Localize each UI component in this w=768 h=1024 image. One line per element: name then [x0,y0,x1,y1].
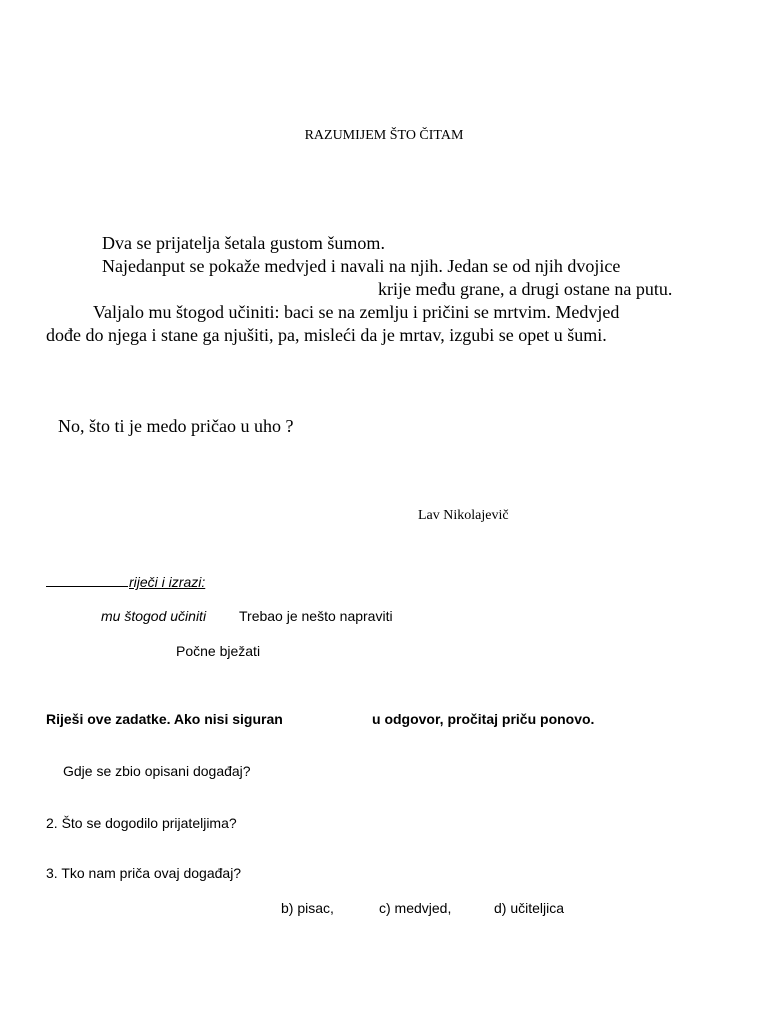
story-line: Najedanput se pokaže medvjed i navali na njih. Jedan se od njih dvojice [102,256,621,276]
story-line: krije među grane, a drugi ostane na putu. [378,279,673,299]
vocabulary-heading-text: riječi i izrazi: [129,574,206,590]
author-name: Lav Nikolajevič [418,508,509,523]
vocabulary-definition: Trebao je nešto napraviti [239,608,393,624]
answer-option: d) učiteljica [494,900,565,916]
answer-option: b) pisac, [281,900,334,916]
story-line: Valjalo mu štogod učiniti: baci se na zemlju i pričini se mrtvim. Medvjed [93,302,620,322]
closing-question: No, što ti je medo pričao u uho ? [58,416,294,436]
question-item: Gdje se zbio opisani događaj? [63,763,251,779]
page-title: RAZUMIJEM ŠTO ČITAM [304,128,464,143]
answer-option: c) medvjed, [379,900,452,916]
question-item: 3. Tko nam priča ovaj događaj? [46,865,242,881]
vocabulary-definition: Počne bježati [176,643,261,659]
instructions-part2: u odgovor, pročitaj priču ponovo. [372,711,595,727]
vocabulary-heading [46,574,205,590]
story-line: Dva se prijatelja šetala gustom šumom. [102,233,385,253]
vocabulary-term: mu štogod učiniti [101,608,207,624]
story-line: dođe do njega i stane ga njušiti, pa, misleći da je mrtav, izgubi se opet u šumi. [46,325,607,345]
instructions-part1: Riješi ove zadatke. Ako nisi siguran [46,711,283,727]
underline-blank [46,585,128,587]
question-item: 2. Što se dogodilo prijateljima? [46,815,237,831]
